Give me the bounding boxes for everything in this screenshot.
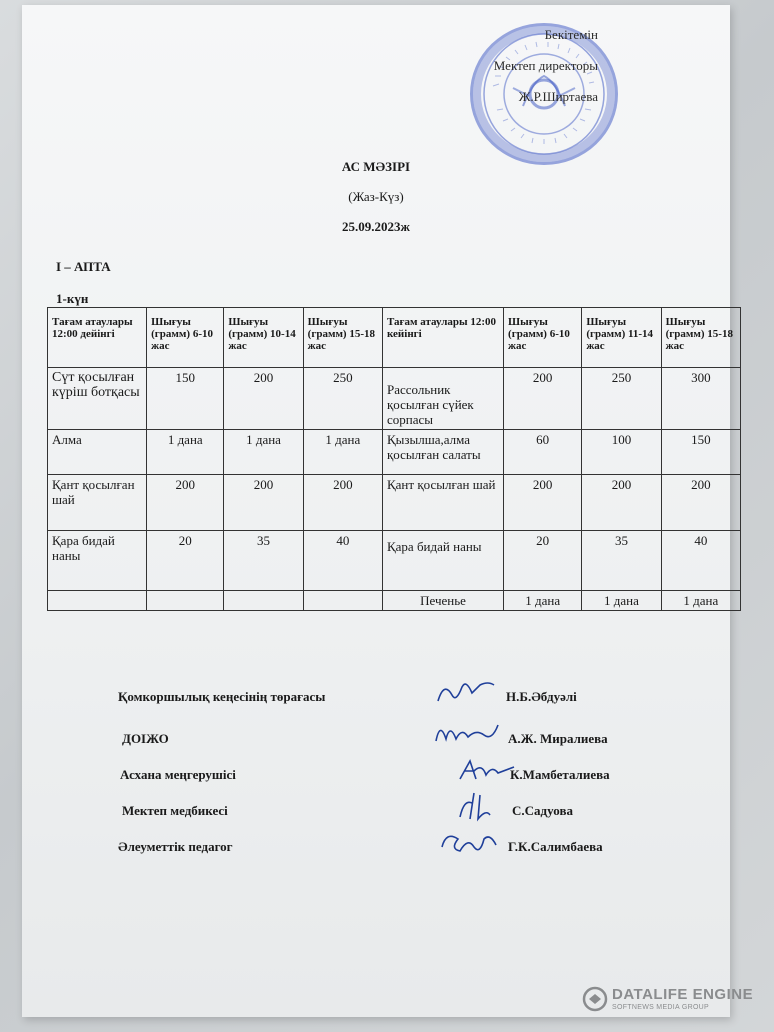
signature-row (22, 839, 730, 869)
handwritten-signature-icon (432, 675, 502, 711)
watermark-subtitle: SOFTNEWS MEDIA GROUP (612, 1004, 710, 1011)
header-cell: Шығуы (грамм) 11-14 жас (582, 308, 661, 368)
header-cell: Шығуы (грамм) 10-14 жас (224, 308, 303, 368)
amount-cell: 1 дана (303, 430, 382, 475)
amount-cell: 100 (582, 430, 661, 475)
table-row (48, 430, 741, 475)
header-cell: Шығуы (грамм) 15-18 жас (661, 308, 740, 368)
amount-cell: 20 (147, 531, 224, 591)
watermark-brand: DATALIFE ENGINE (612, 986, 754, 1003)
table-row (48, 591, 741, 611)
signature-role: Мектеп медбикесі (122, 803, 228, 818)
handwritten-signature-icon (436, 825, 506, 861)
document-date: 25.09.2023ж (342, 219, 410, 234)
dish-cell: Алма (48, 430, 147, 475)
signature-row (22, 767, 730, 797)
table-header-row (48, 308, 741, 368)
table-row (48, 475, 741, 531)
signature-name: С.Садуова (512, 803, 573, 818)
amount-cell: 150 (661, 430, 740, 475)
amount-cell: 200 (661, 475, 740, 531)
dish-cell: Рассольник қосылған сүйек сорпасы (382, 368, 503, 430)
dish-cell: Қара бидай наны (382, 531, 503, 591)
header-cell: Тағам атаулары 12:00 кейінгі (382, 308, 503, 368)
amount-cell: 60 (504, 430, 582, 475)
approval-line-director-name: Ж.Р.Ширтаева (518, 89, 598, 104)
amount-cell: 1 дана (582, 591, 661, 611)
amount-cell: 40 (661, 531, 740, 591)
amount-cell: 200 (147, 475, 224, 531)
empty-cell (147, 591, 224, 611)
signature-row (22, 689, 730, 719)
amount-cell: 1 дана (224, 430, 303, 475)
amount-cell: 20 (504, 531, 582, 591)
amount-cell: 200 (224, 475, 303, 531)
amount-cell: 1 дана (147, 430, 224, 475)
dish-cell: Қант қосылған шай (48, 475, 147, 531)
signature-name: К.Мамбеталиева (510, 767, 610, 782)
amount-cell: 200 (504, 368, 582, 430)
document-title: АС МӘЗІРІ (341, 159, 411, 174)
signature-role: Әлеуметтік педагог (118, 839, 233, 854)
menu-table (47, 307, 741, 611)
dish-cell: Қызылша,алма қосылған салаты (382, 430, 503, 475)
menu-document (22, 5, 733, 1017)
amount-cell: 35 (582, 531, 661, 591)
approval-line-approve: Бекітемін (544, 27, 598, 42)
dish-cell: Печенье (382, 591, 503, 611)
dish-cell: Қант қосылған шай (382, 475, 503, 531)
empty-cell (303, 591, 382, 611)
amount-cell: 200 (582, 475, 661, 531)
amount-cell: 1 дана (504, 591, 582, 611)
handwritten-signature-icon (432, 717, 502, 753)
empty-cell (224, 591, 303, 611)
amount-cell: 300 (661, 368, 740, 430)
header-cell: Шығуы (грамм) 15-18 жас (303, 308, 382, 368)
header-cell: Шығуы (грамм) 6-10 жас (147, 308, 224, 368)
approval-block (494, 19, 598, 112)
empty-cell (48, 591, 147, 611)
table-row (48, 368, 741, 430)
header-cell: Тағам атаулары 12:00 дейінгі (48, 308, 147, 368)
signature-row (22, 803, 730, 833)
amount-cell: 200 (504, 475, 582, 531)
handwritten-signature-icon (450, 789, 520, 825)
amount-cell: 1 дана (661, 591, 740, 611)
amount-cell: 35 (224, 531, 303, 591)
signature-role: Қомкоршылық кеңесінің төрағасы (118, 689, 326, 704)
header-cell: Шығуы (грамм) 6-10 жас (504, 308, 582, 368)
signature-role: ДОІЖО (122, 731, 169, 746)
amount-cell: 200 (303, 475, 382, 531)
signature-name: А.Ж. Миралиева (508, 731, 608, 746)
signature-name: Н.Б.Әбдуәлі (506, 689, 577, 704)
table-row (48, 531, 741, 591)
signature-role: Асхана меңгерушісі (120, 767, 236, 782)
document-season: (Жаз-Күз) (348, 189, 404, 204)
amount-cell: 40 (303, 531, 382, 591)
day-label: 1-күн (56, 291, 89, 306)
amount-cell: 150 (147, 368, 224, 430)
week-label: I – АПТА (56, 259, 111, 274)
dish-cell: Сүт қосылған күріш ботқасы (48, 368, 147, 430)
amount-cell: 200 (224, 368, 303, 430)
amount-cell: 250 (582, 368, 661, 430)
dish-cell: Қара бидай наны (48, 531, 147, 591)
amount-cell: 250 (303, 368, 382, 430)
signature-name: Г.К.Салимбаева (508, 839, 603, 854)
watermark-logo-icon (582, 986, 608, 1012)
approval-line-position: Мектеп директоры (493, 58, 598, 73)
signature-row (22, 731, 730, 761)
